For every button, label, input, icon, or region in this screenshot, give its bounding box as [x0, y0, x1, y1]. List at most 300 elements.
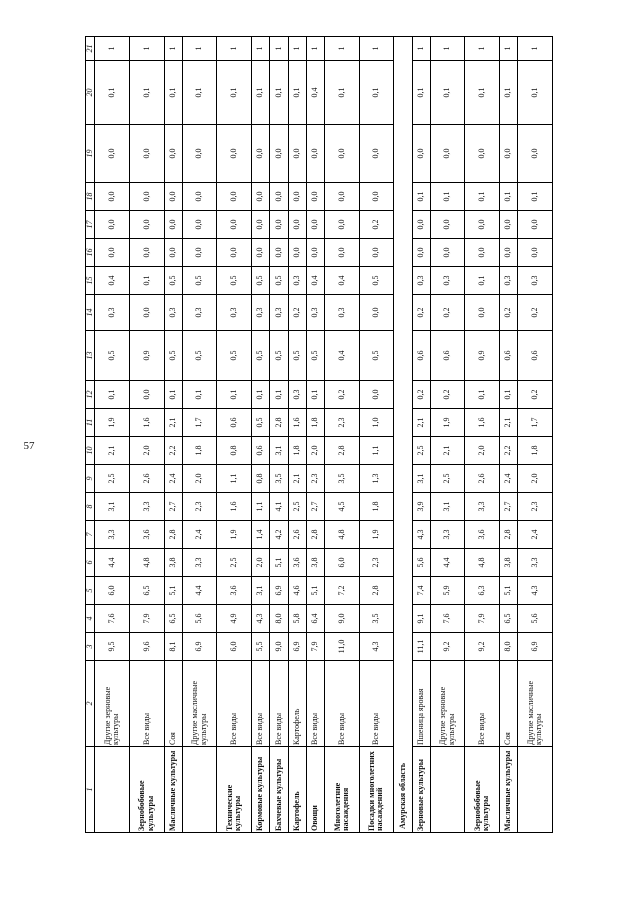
value-cell: 0,3 — [288, 267, 306, 295]
value-cell: 3,1 — [95, 493, 130, 521]
value-cell: 0,6 — [252, 437, 270, 465]
value-cell: 0,0 — [95, 211, 130, 239]
value-cell: 0,5 — [270, 267, 288, 295]
value-cell: 2,2 — [500, 437, 518, 465]
value-cell: 6,9 — [270, 577, 288, 605]
table-row — [465, 37, 500, 833]
crop-group-cell — [95, 747, 130, 833]
value-cell: 0,1 — [95, 61, 130, 125]
value-cell: 6,5 — [500, 605, 518, 633]
value-cell: 2,7 — [500, 493, 518, 521]
value-cell: 1 — [500, 37, 518, 61]
value-cell: 0,0 — [182, 211, 217, 239]
table-row — [164, 37, 182, 833]
value-cell: 0,5 — [306, 331, 324, 381]
value-cell: 7,9 — [306, 633, 324, 661]
crop-cell: Другие зерновые культуры — [430, 661, 465, 747]
crop-cell: Другие масличные культуры — [518, 661, 553, 747]
value-cell: 3,8 — [500, 549, 518, 577]
value-cell: 11,1 — [412, 633, 430, 661]
value-cell: 2,8 — [325, 437, 360, 465]
value-cell: 0,0 — [465, 295, 500, 331]
value-cell: 1,0 — [359, 409, 394, 437]
value-cell: 0,1 — [288, 61, 306, 125]
value-cell: 0,4 — [325, 331, 360, 381]
value-cell: 2,6 — [129, 465, 164, 493]
value-cell: 0,3 — [288, 381, 306, 409]
column-header: 9 — [86, 465, 95, 493]
value-cell: 1 — [412, 37, 430, 61]
value-cell: 3,1 — [412, 465, 430, 493]
value-cell: 1 — [129, 37, 164, 61]
value-cell: 0,1 — [412, 61, 430, 125]
value-cell: 0,3 — [252, 295, 270, 331]
value-cell: 1,1 — [252, 493, 270, 521]
column-header: 12 — [86, 381, 95, 409]
value-cell: 0,0 — [359, 239, 394, 267]
value-cell: 1,1 — [359, 437, 394, 465]
value-cell: 0,3 — [306, 295, 324, 331]
value-cell: 0,0 — [288, 211, 306, 239]
column-header: 17 — [86, 211, 95, 239]
value-cell: 0,1 — [500, 183, 518, 211]
table-row — [182, 37, 217, 833]
value-cell: 3,1 — [430, 493, 465, 521]
column-header: 8 — [86, 493, 95, 521]
value-cell: 2,1 — [288, 465, 306, 493]
value-cell: 1,9 — [430, 409, 465, 437]
value-cell: 1 — [95, 37, 130, 61]
rotated-table-container — [85, 44, 553, 833]
crop-cell: Все виды — [270, 661, 288, 747]
crop-group-cell: Многолетние насаждения — [325, 747, 360, 833]
value-cell: 0,0 — [359, 183, 394, 211]
value-cell: 0,8 — [217, 437, 252, 465]
value-cell: 0,0 — [270, 183, 288, 211]
table-body — [95, 37, 553, 833]
value-cell: 0,4 — [306, 267, 324, 295]
value-cell: 0,0 — [270, 239, 288, 267]
value-cell: 1,8 — [359, 493, 394, 521]
value-cell: 5,1 — [306, 577, 324, 605]
value-cell: 4,8 — [325, 521, 360, 549]
value-cell: 0,1 — [217, 381, 252, 409]
value-cell: 2,4 — [182, 521, 217, 549]
value-cell: 0,3 — [270, 295, 288, 331]
value-cell: 0,0 — [430, 125, 465, 183]
value-cell: 0,0 — [164, 239, 182, 267]
value-cell: 0,0 — [129, 295, 164, 331]
column-header: 3 — [86, 633, 95, 661]
value-cell: 0,0 — [412, 125, 430, 183]
value-cell: 5,6 — [412, 549, 430, 577]
value-cell: 0,2 — [288, 295, 306, 331]
value-cell: 2,5 — [217, 549, 252, 577]
value-cell: 0,6 — [217, 409, 252, 437]
crop-cell: Соя — [164, 661, 182, 747]
value-cell: 0,0 — [164, 125, 182, 183]
value-cell: 11,0 — [325, 633, 360, 661]
column-header: 4 — [86, 605, 95, 633]
value-cell: 0,2 — [325, 381, 360, 409]
value-cell: 0,0 — [306, 211, 324, 239]
value-cell: 1 — [430, 37, 465, 61]
value-cell: 7,9 — [129, 605, 164, 633]
value-cell: 3,3 — [95, 521, 130, 549]
table-row — [129, 37, 164, 833]
table-row — [412, 37, 430, 833]
value-cell: 0,1 — [518, 61, 553, 125]
value-cell: 3,8 — [164, 549, 182, 577]
value-cell: 2,1 — [95, 437, 130, 465]
value-cell: 0,2 — [500, 295, 518, 331]
value-cell: 6,5 — [129, 577, 164, 605]
value-cell: 1,6 — [465, 409, 500, 437]
value-cell: 5,8 — [288, 605, 306, 633]
crop-cell: Пшеница яровая — [412, 661, 430, 747]
value-cell: 0,0 — [129, 381, 164, 409]
value-cell: 0,6 — [412, 331, 430, 381]
value-cell: 0,6 — [430, 331, 465, 381]
column-header: 18 — [86, 183, 95, 211]
value-cell: 6,0 — [217, 633, 252, 661]
value-cell: 5,9 — [430, 577, 465, 605]
value-cell: 6,5 — [164, 605, 182, 633]
value-cell: 2,5 — [95, 465, 130, 493]
value-cell: 3,9 — [412, 493, 430, 521]
value-cell: 0,0 — [325, 183, 360, 211]
value-cell: 0,0 — [217, 125, 252, 183]
value-cell: 0,2 — [359, 211, 394, 239]
value-cell: 9,5 — [95, 633, 130, 661]
value-cell: 0,5 — [217, 331, 252, 381]
value-cell: 1,7 — [182, 409, 217, 437]
value-cell: 0,1 — [500, 61, 518, 125]
value-cell: 0,2 — [518, 295, 553, 331]
value-cell: 0,1 — [95, 381, 130, 409]
value-cell: 0,0 — [252, 239, 270, 267]
value-cell: 9,2 — [430, 633, 465, 661]
value-cell: 0,3 — [325, 295, 360, 331]
value-cell: 2,2 — [164, 437, 182, 465]
value-cell: 3,3 — [465, 493, 500, 521]
value-cell: 1 — [270, 37, 288, 61]
table-row — [252, 37, 270, 833]
value-cell: 8,1 — [164, 633, 182, 661]
value-cell: 0,1 — [359, 61, 394, 125]
value-cell: 2,1 — [412, 409, 430, 437]
value-cell: 0,3 — [500, 267, 518, 295]
table-row — [430, 37, 465, 833]
value-cell: 6,9 — [182, 633, 217, 661]
value-cell: 1,6 — [288, 409, 306, 437]
value-cell: 0,0 — [182, 239, 217, 267]
value-cell: 9,0 — [270, 633, 288, 661]
value-cell: 3,8 — [306, 549, 324, 577]
crop-group-cell: Зернобобовые культуры — [465, 747, 500, 833]
value-cell: 3,1 — [252, 577, 270, 605]
value-cell: 4,3 — [252, 605, 270, 633]
value-cell: 2,8 — [164, 521, 182, 549]
value-cell: 0,3 — [182, 295, 217, 331]
value-cell: 0,5 — [164, 267, 182, 295]
value-cell: 5,5 — [252, 633, 270, 661]
value-cell: 0,1 — [465, 183, 500, 211]
value-cell: 0,5 — [217, 267, 252, 295]
value-cell: 9,1 — [412, 605, 430, 633]
value-cell: 0,3 — [430, 267, 465, 295]
value-cell: 2,8 — [500, 521, 518, 549]
value-cell: 0,0 — [359, 381, 394, 409]
table-row — [500, 37, 518, 833]
table-row — [518, 37, 553, 833]
value-cell: 1,4 — [252, 521, 270, 549]
value-cell: 0,0 — [430, 239, 465, 267]
value-cell: 0,1 — [465, 267, 500, 295]
table-row — [288, 37, 306, 833]
value-cell: 2,8 — [306, 521, 324, 549]
value-cell: 0,0 — [95, 125, 130, 183]
value-cell: 2,3 — [325, 409, 360, 437]
crop-group-cell: Овощи — [306, 747, 324, 833]
column-header: 21 — [86, 37, 95, 61]
value-cell: 0,5 — [252, 267, 270, 295]
table-row — [95, 37, 130, 833]
value-cell: 6,0 — [325, 549, 360, 577]
value-cell: 0,0 — [182, 125, 217, 183]
value-cell: 0,8 — [252, 465, 270, 493]
value-cell: 4,8 — [129, 549, 164, 577]
table-row — [270, 37, 288, 833]
value-cell: 1,7 — [518, 409, 553, 437]
value-cell: 0,0 — [306, 125, 324, 183]
value-cell: 0,0 — [164, 211, 182, 239]
value-cell: 6,4 — [306, 605, 324, 633]
value-cell: 0,4 — [306, 61, 324, 125]
value-cell: 0,0 — [252, 211, 270, 239]
value-cell: 0,3 — [95, 295, 130, 331]
value-cell: 6,9 — [518, 633, 553, 661]
crop-group-cell — [518, 747, 553, 833]
value-cell: 0,0 — [288, 239, 306, 267]
value-cell: 4,5 — [325, 493, 360, 521]
value-cell: 0,2 — [412, 295, 430, 331]
value-cell: 1,8 — [306, 409, 324, 437]
value-cell: 3,5 — [359, 605, 394, 633]
value-cell: 0,1 — [252, 381, 270, 409]
value-cell: 0,2 — [430, 295, 465, 331]
value-cell: 1,8 — [518, 437, 553, 465]
value-cell: 0,0 — [500, 211, 518, 239]
value-cell: 1,9 — [359, 521, 394, 549]
value-cell: 0,0 — [288, 125, 306, 183]
value-cell: 0,0 — [217, 239, 252, 267]
column-header: 15 — [86, 267, 95, 295]
value-cell: 0,0 — [217, 211, 252, 239]
value-cell: 0,1 — [465, 61, 500, 125]
value-cell: 5,6 — [518, 605, 553, 633]
crop-group-cell: Посадки многолетних насаждений — [359, 747, 394, 833]
value-cell: 4,3 — [359, 633, 394, 661]
value-cell: 3,6 — [465, 521, 500, 549]
value-cell: 2,5 — [430, 465, 465, 493]
value-cell: 7,6 — [95, 605, 130, 633]
value-cell: 3,3 — [182, 549, 217, 577]
crop-cell: Все виды — [465, 661, 500, 747]
crop-cell: Другие масличные культуры — [182, 661, 217, 747]
value-cell: 0,0 — [325, 239, 360, 267]
value-cell: 0,1 — [270, 61, 288, 125]
value-cell: 2,0 — [465, 437, 500, 465]
crop-group-cell: Кормовые культуры — [252, 747, 270, 833]
crop-cell: Все виды — [217, 661, 252, 747]
value-cell: 4,2 — [270, 521, 288, 549]
value-cell: 0,5 — [182, 331, 217, 381]
value-cell: 0,5 — [270, 331, 288, 381]
value-cell: 1,8 — [182, 437, 217, 465]
value-cell: 1 — [182, 37, 217, 61]
value-cell: 3,6 — [217, 577, 252, 605]
crop-group-cell — [430, 747, 465, 833]
value-cell: 0,1 — [252, 61, 270, 125]
crop-cell: Все виды — [306, 661, 324, 747]
value-cell: 7,6 — [430, 605, 465, 633]
value-cell: 0,0 — [182, 183, 217, 211]
crop-group-cell — [182, 747, 217, 833]
crop-cell: Картофель — [288, 661, 306, 747]
value-cell: 0,0 — [325, 211, 360, 239]
value-cell: 0,0 — [129, 211, 164, 239]
value-cell: 0,0 — [465, 125, 500, 183]
crop-group-cell: Картофель — [288, 747, 306, 833]
value-cell: 2,0 — [518, 465, 553, 493]
value-cell: 0,1 — [164, 381, 182, 409]
value-cell: 0,0 — [465, 239, 500, 267]
value-cell: 1 — [252, 37, 270, 61]
table-row — [217, 37, 252, 833]
value-cell: 2,4 — [164, 465, 182, 493]
value-cell: 5,1 — [500, 577, 518, 605]
value-cell: 1,8 — [288, 437, 306, 465]
value-cell: 3,6 — [129, 521, 164, 549]
value-cell: 0,0 — [252, 183, 270, 211]
value-cell: 0,1 — [430, 61, 465, 125]
value-cell: 0,0 — [270, 125, 288, 183]
value-cell: 4,4 — [95, 549, 130, 577]
value-cell: 0,1 — [164, 61, 182, 125]
value-cell: 0,5 — [252, 331, 270, 381]
value-cell: 4,8 — [465, 549, 500, 577]
value-cell: 0,3 — [412, 267, 430, 295]
value-cell: 0,0 — [95, 239, 130, 267]
value-cell: 2,1 — [500, 409, 518, 437]
table-row — [359, 37, 394, 833]
value-cell: 7,2 — [325, 577, 360, 605]
value-cell: 0,1 — [518, 183, 553, 211]
value-cell: 0,0 — [500, 125, 518, 183]
value-cell: 0,1 — [500, 381, 518, 409]
value-cell: 1 — [359, 37, 394, 61]
region-name: Амурская область — [394, 37, 412, 833]
value-cell: 0,5 — [182, 267, 217, 295]
column-header: 14 — [86, 295, 95, 331]
column-header: 5 — [86, 577, 95, 605]
value-cell: 3,1 — [270, 437, 288, 465]
value-cell: 7,4 — [412, 577, 430, 605]
value-cell: 2,8 — [270, 409, 288, 437]
value-cell: 0,0 — [129, 239, 164, 267]
value-cell: 0,1 — [465, 381, 500, 409]
value-cell: 5,1 — [270, 549, 288, 577]
value-cell: 4,3 — [518, 577, 553, 605]
value-cell: 0,0 — [252, 125, 270, 183]
value-cell: 0,0 — [288, 183, 306, 211]
value-cell: 4,3 — [412, 521, 430, 549]
value-cell: 0,2 — [430, 381, 465, 409]
value-cell: 0,9 — [465, 331, 500, 381]
crop-group-cell: Технические культуры — [217, 747, 252, 833]
value-cell: 0,0 — [465, 211, 500, 239]
value-cell: 2,1 — [164, 409, 182, 437]
region-row — [394, 37, 412, 833]
crop-cell: Все виды — [129, 661, 164, 747]
crop-cell: Все виды — [325, 661, 360, 747]
value-cell: 2,1 — [430, 437, 465, 465]
value-cell: 0,4 — [325, 267, 360, 295]
value-cell: 2,6 — [288, 521, 306, 549]
column-header: 1 — [86, 747, 95, 833]
value-cell: 0,0 — [412, 211, 430, 239]
value-cell: 0,5 — [164, 331, 182, 381]
value-cell: 0,5 — [95, 331, 130, 381]
value-cell: 0,0 — [95, 183, 130, 211]
crop-cell: Все виды — [252, 661, 270, 747]
column-header: 20 — [86, 61, 95, 125]
crop-cell: Другие зерновые культуры — [95, 661, 130, 747]
value-cell: 0,0 — [164, 183, 182, 211]
value-cell: 1,1 — [217, 465, 252, 493]
value-cell: 0,1 — [306, 381, 324, 409]
value-cell: 0,1 — [325, 61, 360, 125]
page-number: 57 — [23, 440, 35, 452]
value-cell: 1 — [306, 37, 324, 61]
value-cell: 0,3 — [164, 295, 182, 331]
crop-group-cell: Масличные культуры — [500, 747, 518, 833]
value-cell: 0,0 — [518, 239, 553, 267]
value-cell: 4,4 — [182, 577, 217, 605]
column-header: 7 — [86, 521, 95, 549]
value-cell: 1,6 — [129, 409, 164, 437]
value-cell: 3,6 — [288, 549, 306, 577]
value-cell: 0,2 — [412, 381, 430, 409]
table-wrapper — [85, 44, 553, 833]
value-cell: 2,0 — [306, 437, 324, 465]
column-header: 11 — [86, 409, 95, 437]
value-cell: 5,6 — [182, 605, 217, 633]
value-cell: 2,3 — [518, 493, 553, 521]
value-cell: 0,4 — [95, 267, 130, 295]
value-cell: 0,3 — [518, 267, 553, 295]
value-cell: 4,9 — [217, 605, 252, 633]
value-cell: 0,6 — [518, 331, 553, 381]
value-cell: 0,0 — [430, 211, 465, 239]
value-cell: 0,1 — [129, 61, 164, 125]
value-cell: 0,1 — [182, 61, 217, 125]
header-row — [86, 37, 95, 833]
value-cell: 0,0 — [359, 125, 394, 183]
column-header: 10 — [86, 437, 95, 465]
value-cell: 0,1 — [217, 61, 252, 125]
